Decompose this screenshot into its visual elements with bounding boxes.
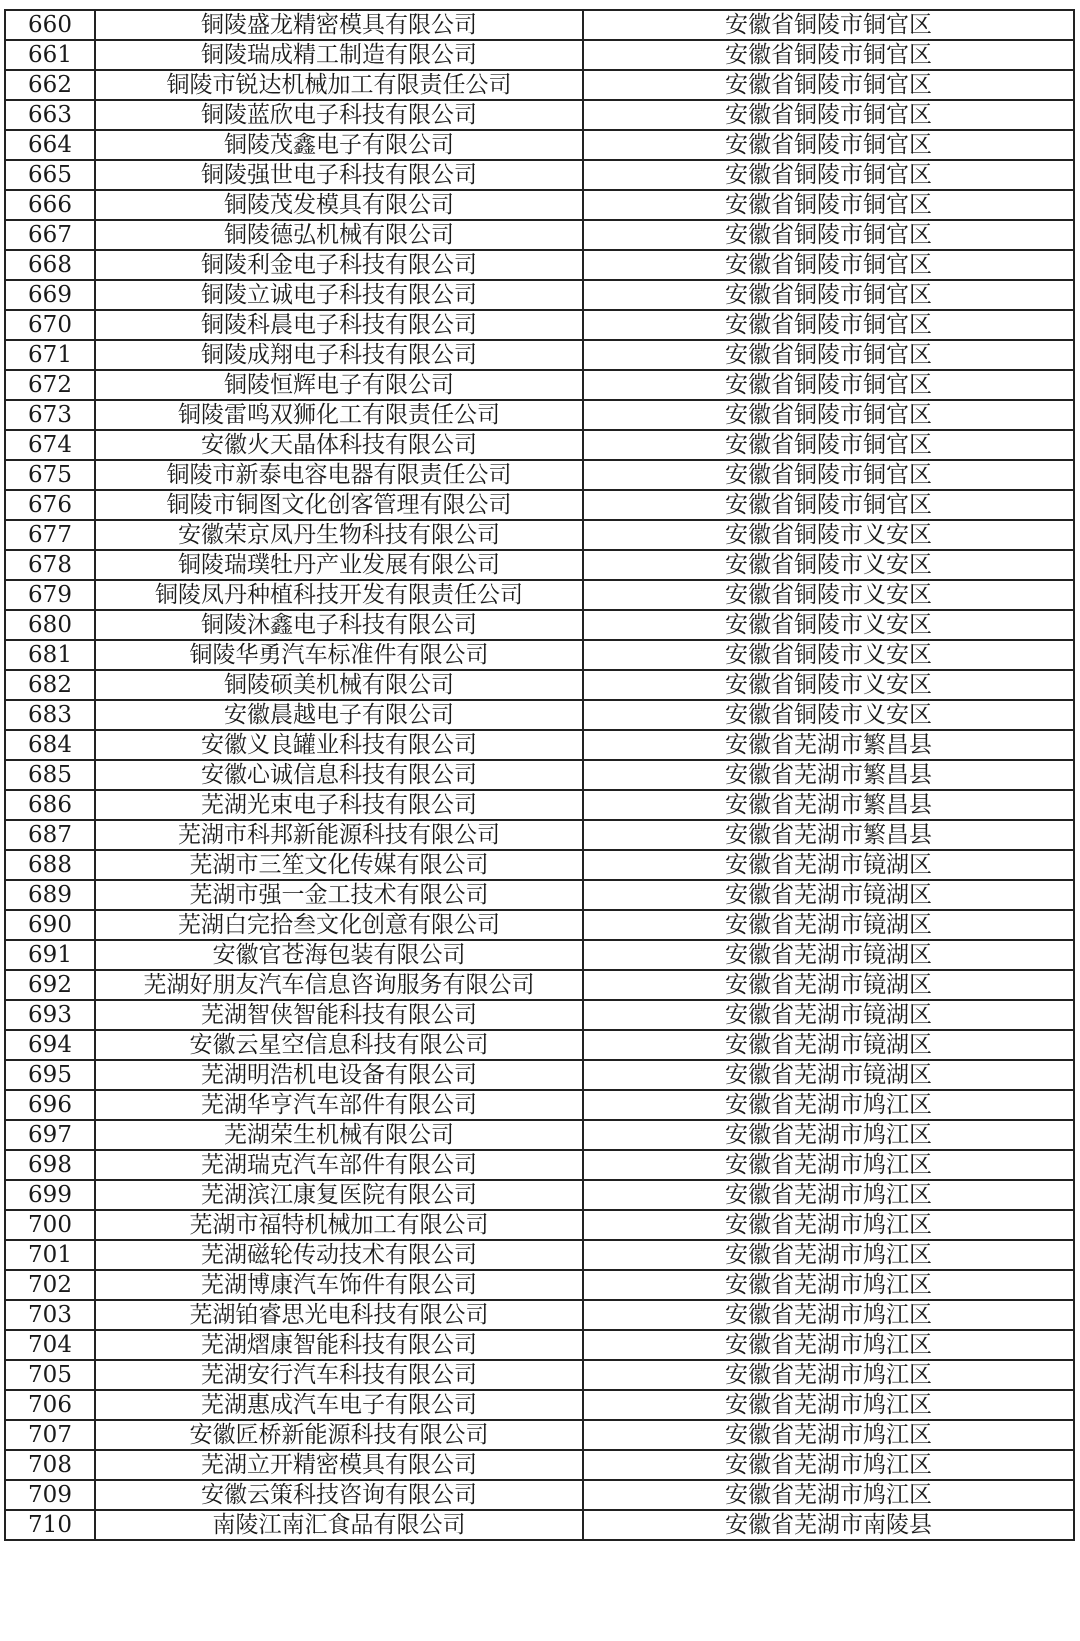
row-number-cell: 667 [5, 220, 95, 250]
row-number-cell: 702 [5, 1270, 95, 1300]
location-cell: 安徽省铜陵市铜官区 [583, 400, 1074, 430]
company-name-cell: 铜陵沐鑫电子科技有限公司 [95, 610, 583, 640]
table-row [5, 370, 1074, 400]
company-list-table [4, 9, 1075, 1541]
row-number-cell: 707 [5, 1420, 95, 1450]
location-cell: 安徽省铜陵市铜官区 [583, 430, 1074, 460]
location-cell: 安徽省芜湖市鸠江区 [583, 1150, 1074, 1180]
table-row [5, 160, 1074, 190]
table-row [5, 550, 1074, 580]
company-name-cell: 铜陵成翔电子科技有限公司 [95, 340, 583, 370]
company-name-cell: 芜湖铂睿思光电科技有限公司 [95, 1300, 583, 1330]
row-number-cell: 670 [5, 310, 95, 340]
table-row [5, 970, 1074, 1000]
table-row [5, 700, 1074, 730]
company-name-cell: 安徽义良罐业科技有限公司 [95, 730, 583, 760]
location-cell: 安徽省铜陵市义安区 [583, 580, 1074, 610]
row-number-cell: 660 [5, 10, 95, 40]
location-cell: 安徽省铜陵市义安区 [583, 550, 1074, 580]
row-number-cell: 689 [5, 880, 95, 910]
row-number-cell: 682 [5, 670, 95, 700]
company-name-cell: 铜陵恒辉电子有限公司 [95, 370, 583, 400]
location-cell: 安徽省芜湖市鸠江区 [583, 1360, 1074, 1390]
company-name-cell: 铜陵市新泰电容电器有限责任公司 [95, 460, 583, 490]
row-number-cell: 680 [5, 610, 95, 640]
company-name-cell: 芜湖市福特机械加工有限公司 [95, 1210, 583, 1240]
row-number-cell: 692 [5, 970, 95, 1000]
location-cell: 安徽省铜陵市铜官区 [583, 10, 1074, 40]
table-row [5, 130, 1074, 160]
company-name-cell: 芜湖立开精密模具有限公司 [95, 1450, 583, 1480]
location-cell: 安徽省芜湖市鸠江区 [583, 1180, 1074, 1210]
location-cell: 安徽省铜陵市义安区 [583, 700, 1074, 730]
location-cell: 安徽省铜陵市铜官区 [583, 250, 1074, 280]
company-name-cell: 铜陵市锐达机械加工有限责任公司 [95, 70, 583, 100]
company-name-cell: 芜湖瑞克汽车部件有限公司 [95, 1150, 583, 1180]
location-cell: 安徽省铜陵市铜官区 [583, 190, 1074, 220]
table-row [5, 1420, 1074, 1450]
company-name-cell: 安徽云策科技咨询有限公司 [95, 1480, 583, 1510]
company-name-cell: 芜湖磁轮传动技术有限公司 [95, 1240, 583, 1270]
table-row [5, 220, 1074, 250]
company-name-cell: 铜陵茂鑫电子有限公司 [95, 130, 583, 160]
location-cell: 安徽省芜湖市繁昌县 [583, 730, 1074, 760]
company-name-cell: 铜陵瑞成精工制造有限公司 [95, 40, 583, 70]
location-cell: 安徽省铜陵市铜官区 [583, 310, 1074, 340]
location-cell: 安徽省芜湖市繁昌县 [583, 760, 1074, 790]
table-row [5, 1360, 1074, 1390]
table-row [5, 1300, 1074, 1330]
company-name-cell: 芜湖光束电子科技有限公司 [95, 790, 583, 820]
table-row [5, 310, 1074, 340]
table-row [5, 1270, 1074, 1300]
company-name-cell: 安徽心诚信息科技有限公司 [95, 760, 583, 790]
location-cell: 安徽省芜湖市镜湖区 [583, 910, 1074, 940]
table-row [5, 790, 1074, 820]
table-row [5, 520, 1074, 550]
location-cell: 安徽省铜陵市义安区 [583, 520, 1074, 550]
row-number-cell: 681 [5, 640, 95, 670]
company-name-cell: 芜湖明浩机电设备有限公司 [95, 1060, 583, 1090]
row-number-cell: 698 [5, 1150, 95, 1180]
company-name-cell: 铜陵立诚电子科技有限公司 [95, 280, 583, 310]
company-name-cell: 铜陵茂发模具有限公司 [95, 190, 583, 220]
row-number-cell: 676 [5, 490, 95, 520]
company-name-cell: 安徽匠桥新能源科技有限公司 [95, 1420, 583, 1450]
location-cell: 安徽省铜陵市铜官区 [583, 340, 1074, 370]
row-number-cell: 684 [5, 730, 95, 760]
location-cell: 安徽省芜湖市繁昌县 [583, 820, 1074, 850]
row-number-cell: 705 [5, 1360, 95, 1390]
location-cell: 安徽省铜陵市铜官区 [583, 160, 1074, 190]
row-number-cell: 675 [5, 460, 95, 490]
row-number-cell: 663 [5, 100, 95, 130]
row-number-cell: 690 [5, 910, 95, 940]
row-number-cell: 708 [5, 1450, 95, 1480]
location-cell: 安徽省芜湖市鸠江区 [583, 1480, 1074, 1510]
location-cell: 安徽省芜湖市镜湖区 [583, 1030, 1074, 1060]
company-name-cell: 芜湖博康汽车饰件有限公司 [95, 1270, 583, 1300]
company-name-cell: 安徽火天晶体科技有限公司 [95, 430, 583, 460]
table-row [5, 850, 1074, 880]
company-name-cell: 芜湖市科邦新能源科技有限公司 [95, 820, 583, 850]
table-row [5, 340, 1074, 370]
company-name-cell: 芜湖惠成汽车电子有限公司 [95, 1390, 583, 1420]
table-row [5, 280, 1074, 310]
row-number-cell: 694 [5, 1030, 95, 1060]
location-cell: 安徽省芜湖市镜湖区 [583, 970, 1074, 1000]
company-name-cell: 芜湖好朋友汽车信息咨询服务有限公司 [95, 970, 583, 1000]
table-row [5, 760, 1074, 790]
table-row [5, 1090, 1074, 1120]
location-cell: 安徽省芜湖市鸠江区 [583, 1300, 1074, 1330]
row-number-cell: 704 [5, 1330, 95, 1360]
table-row [5, 70, 1074, 100]
row-number-cell: 697 [5, 1120, 95, 1150]
table-row [5, 1240, 1074, 1270]
row-number-cell: 669 [5, 280, 95, 310]
row-number-cell: 678 [5, 550, 95, 580]
company-name-cell: 铜陵德弘机械有限公司 [95, 220, 583, 250]
table-row [5, 1510, 1074, 1540]
location-cell: 安徽省芜湖市镜湖区 [583, 880, 1074, 910]
company-name-cell: 南陵江南汇食品有限公司 [95, 1510, 583, 1540]
location-cell: 安徽省铜陵市铜官区 [583, 130, 1074, 160]
row-number-cell: 691 [5, 940, 95, 970]
company-name-cell: 铜陵利金电子科技有限公司 [95, 250, 583, 280]
location-cell: 安徽省芜湖市镜湖区 [583, 1000, 1074, 1030]
company-name-cell: 芜湖滨江康复医院有限公司 [95, 1180, 583, 1210]
company-name-cell: 芜湖市三笙文化传媒有限公司 [95, 850, 583, 880]
row-number-cell: 671 [5, 340, 95, 370]
table-row [5, 1450, 1074, 1480]
table-row [5, 1480, 1074, 1510]
company-name-cell: 铜陵雷鸣双狮化工有限责任公司 [95, 400, 583, 430]
location-cell: 安徽省芜湖市繁昌县 [583, 790, 1074, 820]
row-number-cell: 693 [5, 1000, 95, 1030]
location-cell: 安徽省芜湖市鸠江区 [583, 1450, 1074, 1480]
row-number-cell: 673 [5, 400, 95, 430]
table-row [5, 460, 1074, 490]
location-cell: 安徽省铜陵市铜官区 [583, 220, 1074, 250]
row-number-cell: 662 [5, 70, 95, 100]
company-name-cell: 铜陵市铜图文化创客管理有限公司 [95, 490, 583, 520]
company-name-cell: 芜湖智侠智能科技有限公司 [95, 1000, 583, 1030]
company-name-cell: 安徽官苍海包装有限公司 [95, 940, 583, 970]
location-cell: 安徽省芜湖市鸠江区 [583, 1420, 1074, 1450]
table-row [5, 430, 1074, 460]
location-cell: 安徽省铜陵市铜官区 [583, 70, 1074, 100]
row-number-cell: 666 [5, 190, 95, 220]
location-cell: 安徽省铜陵市铜官区 [583, 490, 1074, 520]
row-number-cell: 695 [5, 1060, 95, 1090]
company-name-cell: 铜陵华勇汽车标准件有限公司 [95, 640, 583, 670]
company-name-cell: 芜湖安行汽车科技有限公司 [95, 1360, 583, 1390]
company-name-cell: 铜陵蓝欣电子科技有限公司 [95, 100, 583, 130]
location-cell: 安徽省铜陵市铜官区 [583, 280, 1074, 310]
row-number-cell: 685 [5, 760, 95, 790]
row-number-cell: 699 [5, 1180, 95, 1210]
location-cell: 安徽省铜陵市铜官区 [583, 40, 1074, 70]
location-cell: 安徽省芜湖市鸠江区 [583, 1120, 1074, 1150]
table-row [5, 670, 1074, 700]
location-cell: 安徽省芜湖市鸠江区 [583, 1210, 1074, 1240]
table-row [5, 1000, 1074, 1030]
table-row [5, 40, 1074, 70]
table-row [5, 640, 1074, 670]
table-row [5, 400, 1074, 430]
table-row [5, 1120, 1074, 1150]
company-name-cell: 安徽荣京凤丹生物科技有限公司 [95, 520, 583, 550]
table-row [5, 910, 1074, 940]
location-cell: 安徽省芜湖市鸠江区 [583, 1090, 1074, 1120]
row-number-cell: 686 [5, 790, 95, 820]
table-row [5, 820, 1074, 850]
location-cell: 安徽省芜湖市鸠江区 [583, 1390, 1074, 1420]
company-name-cell: 安徽晨越电子有限公司 [95, 700, 583, 730]
location-cell: 安徽省芜湖市镜湖区 [583, 940, 1074, 970]
table-row [5, 250, 1074, 280]
table-row [5, 10, 1074, 40]
company-name-cell: 铜陵科晨电子科技有限公司 [95, 310, 583, 340]
location-cell: 安徽省芜湖市南陵县 [583, 1510, 1074, 1540]
table-row [5, 580, 1074, 610]
row-number-cell: 679 [5, 580, 95, 610]
row-number-cell: 688 [5, 850, 95, 880]
row-number-cell: 703 [5, 1300, 95, 1330]
company-name-cell: 铜陵凤丹种植科技开发有限责任公司 [95, 580, 583, 610]
company-name-cell: 铜陵强世电子科技有限公司 [95, 160, 583, 190]
table-row [5, 1330, 1074, 1360]
table-row [5, 1030, 1074, 1060]
row-number-cell: 710 [5, 1510, 95, 1540]
company-name-cell: 安徽云星空信息科技有限公司 [95, 1030, 583, 1060]
location-cell: 安徽省铜陵市义安区 [583, 640, 1074, 670]
location-cell: 安徽省芜湖市鸠江区 [583, 1330, 1074, 1360]
company-name-cell: 芜湖白完拾叁文化创意有限公司 [95, 910, 583, 940]
company-list-table-wrapper [4, 9, 1075, 1541]
table-row [5, 1180, 1074, 1210]
row-number-cell: 674 [5, 430, 95, 460]
table-row [5, 1150, 1074, 1180]
table-row [5, 730, 1074, 760]
company-name-cell: 芜湖市强一金工技术有限公司 [95, 880, 583, 910]
row-number-cell: 700 [5, 1210, 95, 1240]
row-number-cell: 664 [5, 130, 95, 160]
location-cell: 安徽省铜陵市义安区 [583, 670, 1074, 700]
location-cell: 安徽省铜陵市铜官区 [583, 100, 1074, 130]
table-row [5, 190, 1074, 220]
table-row [5, 490, 1074, 520]
row-number-cell: 661 [5, 40, 95, 70]
company-name-cell: 铜陵瑞璞牡丹产业发展有限公司 [95, 550, 583, 580]
table-row [5, 880, 1074, 910]
company-name-cell: 芜湖华亨汽车部件有限公司 [95, 1090, 583, 1120]
table-row [5, 940, 1074, 970]
row-number-cell: 683 [5, 700, 95, 730]
table-row [5, 610, 1074, 640]
location-cell: 安徽省芜湖市鸠江区 [583, 1240, 1074, 1270]
location-cell: 安徽省芜湖市镜湖区 [583, 1060, 1074, 1090]
company-name-cell: 芜湖荣生机械有限公司 [95, 1120, 583, 1150]
location-cell: 安徽省铜陵市铜官区 [583, 370, 1074, 400]
row-number-cell: 706 [5, 1390, 95, 1420]
table-row [5, 100, 1074, 130]
location-cell: 安徽省芜湖市鸠江区 [583, 1270, 1074, 1300]
location-cell: 安徽省芜湖市镜湖区 [583, 850, 1074, 880]
table-row [5, 1210, 1074, 1240]
row-number-cell: 687 [5, 820, 95, 850]
company-name-cell: 芜湖熠康智能科技有限公司 [95, 1330, 583, 1360]
row-number-cell: 709 [5, 1480, 95, 1510]
row-number-cell: 672 [5, 370, 95, 400]
location-cell: 安徽省铜陵市铜官区 [583, 460, 1074, 490]
company-name-cell: 铜陵盛龙精密模具有限公司 [95, 10, 583, 40]
row-number-cell: 665 [5, 160, 95, 190]
row-number-cell: 696 [5, 1090, 95, 1120]
table-row [5, 1390, 1074, 1420]
table-row [5, 1060, 1074, 1090]
location-cell: 安徽省铜陵市义安区 [583, 610, 1074, 640]
row-number-cell: 668 [5, 250, 95, 280]
row-number-cell: 677 [5, 520, 95, 550]
table-body [5, 10, 1074, 1540]
row-number-cell: 701 [5, 1240, 95, 1270]
company-name-cell: 铜陵硕美机械有限公司 [95, 670, 583, 700]
